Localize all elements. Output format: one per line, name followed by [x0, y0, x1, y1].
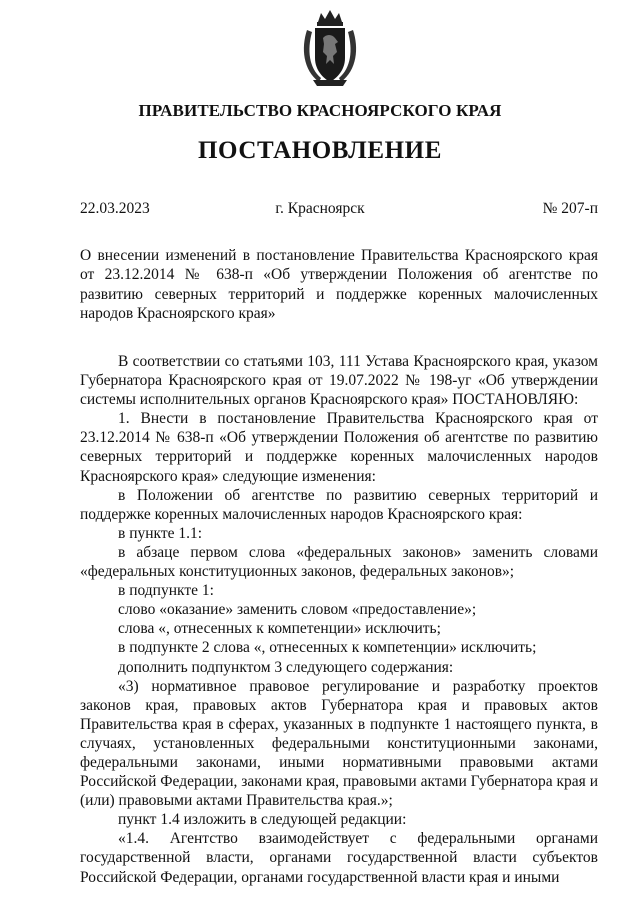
government-name: ПРАВИТЕЛЬСТВО КРАСНОЯРСКОГО КРАЯ: [138, 101, 502, 120]
document-city: г. Красноярск: [275, 200, 365, 217]
body-paragraph: «3) нормативное правовое регулирование и разработку проектов законов края, правовых актов Губернатора края и правовых актов Правительства края в сферах, указанных в подпункте 1 настоящего пункта, в случаях, установленных федеральными конституционными законами, федеральными законами, иными нормативными правовыми актами Российской Федерации, законами края, правовыми актами Губернатора края и (или) правовыми актами Правительства края.»;: [80, 677, 598, 810]
document-subject: О внесении изменений в постановление Правительства Красноярского края от 23.12.2014 № 638-п «Об утверждении Положения об агентстве по развитию северных территорий и поддержке коренных малочисленных народов Красноярского края»: [80, 247, 598, 323]
document-date: 22.03.2023: [80, 200, 150, 217]
body-paragraph: в подпункте 1:: [118, 582, 214, 600]
body-paragraph: 1. Внести в постановление Правительства Красноярского края от 23.12.2014 № 638-п «Об утверждении Положения об агентстве по развитию северных территорий и поддержке коренных малочисленных народов Красноярского края» следующие изменения:: [80, 410, 598, 485]
coat-of-arms-icon: [299, 8, 361, 88]
body-paragraph: в Положении об агентстве по развитию северных территорий и поддержке коренных малочисленных народов Красноярского края:: [80, 486, 598, 523]
body-paragraph: дополнить подпунктом 3 следующего содержания:: [118, 658, 454, 676]
body-paragraph: В соответствии со статьями 103, 111 Устава Красноярского края, указом Губернатора Красноярского края от 19.07.2022 № 198-уг «Об утверждении системы исполнительных органов Красноярского края» ПОСТАНОВЛЯЮ:: [80, 353, 598, 409]
document-body: [80, 352, 598, 887]
body-paragraph: «1.4. Агентство взаимодействует с федеральными органами государственной власти, органами государственной власти субъектов Российской Федерации, органами государственной власти края и иными: [80, 830, 598, 886]
body-paragraph: в пункте 1.1:: [118, 524, 203, 542]
body-paragraph: пункт 1.4 изложить в следующей редакции:: [118, 811, 407, 829]
document-number: № 207-п: [542, 200, 598, 217]
body-paragraph: слово «оказание» заменить словом «предоставление»;: [118, 601, 477, 619]
body-paragraph: слова «, отнесенных к компетенции» исключить;: [118, 620, 441, 638]
document-type: ПОСТАНОВЛЕНИЕ: [197, 137, 443, 164]
body-paragraph: в абзаце первом слова «федеральных законов» заменить словами «федеральных конституционных законов, федеральных законов»;: [80, 543, 598, 581]
body-paragraph: в подпункте 2 слова «, отнесенных к компетенции» исключить;: [118, 639, 537, 657]
